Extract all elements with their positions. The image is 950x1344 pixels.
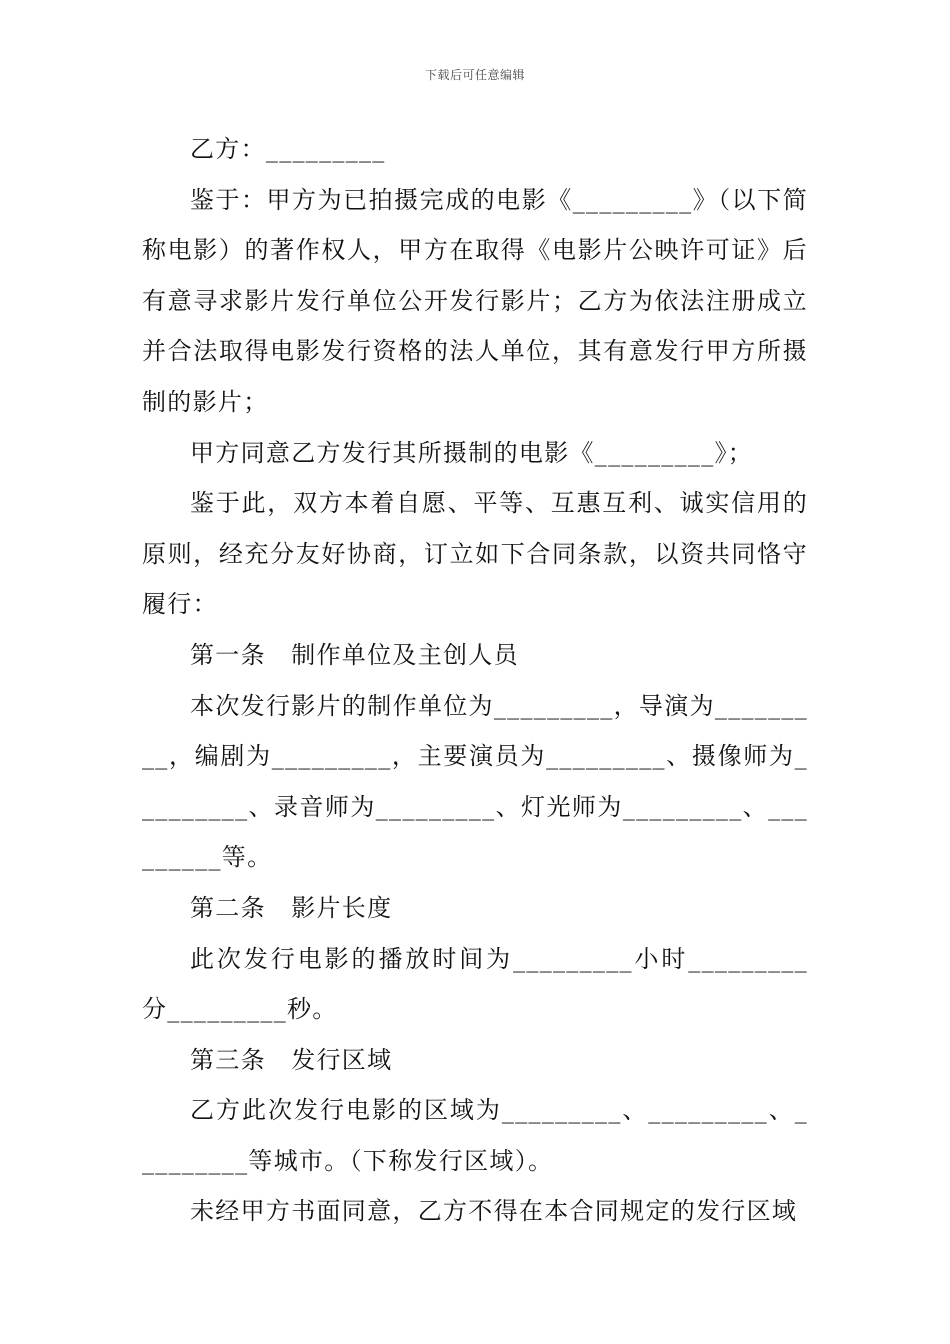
agreement-paragraph: 甲方同意乙方发行其所摄制的电影《_________》；	[190, 438, 754, 467]
article-2-heading: 第二条 影片长度	[190, 893, 393, 922]
article-1-body: 本次发行影片的制作单位为_________，导演为_________，编剧为_________，主要演员为_________、摄像师为_________、录音师为_________、灯光师为_________、_________等。	[142, 691, 808, 872]
article-3-continuation: 未经甲方书面同意，乙方不得在本合同规定的发行区域	[190, 1197, 798, 1226]
page-header-note: 下载后可任意编辑	[424, 68, 525, 82]
recital-paragraph: 鉴于：甲方为已拍摄完成的电影《_________》（以下简称电影）的著作权人，甲方在取得《电影片公映许可证》后有意寻求影片发行单位公开发行影片；乙方为依法注册成立并合法取得电影发行资格的法人单位，其有意发行甲方所摄制的影片；	[142, 185, 808, 416]
principles-paragraph: 鉴于此，双方本着自愿、平等、互惠互利、诚实信用的原则，经充分友好协商，订立如下合同条款，以资共同恪守履行：	[142, 489, 808, 619]
party-b-line: 乙方：_________	[190, 135, 386, 163]
article-3-body: 乙方此次发行电影的区域为_________、_________、_________等城市。（下称发行区域）。	[142, 1096, 808, 1175]
article-2-body: 此次发行电影的播放时间为_________小时_________分_________秒。	[142, 944, 808, 1024]
article-1-heading: 第一条 制作单位及主创人员	[190, 640, 519, 669]
article-3-heading: 第三条 发行区域	[190, 1045, 393, 1074]
contract-body	[142, 124, 808, 1237]
